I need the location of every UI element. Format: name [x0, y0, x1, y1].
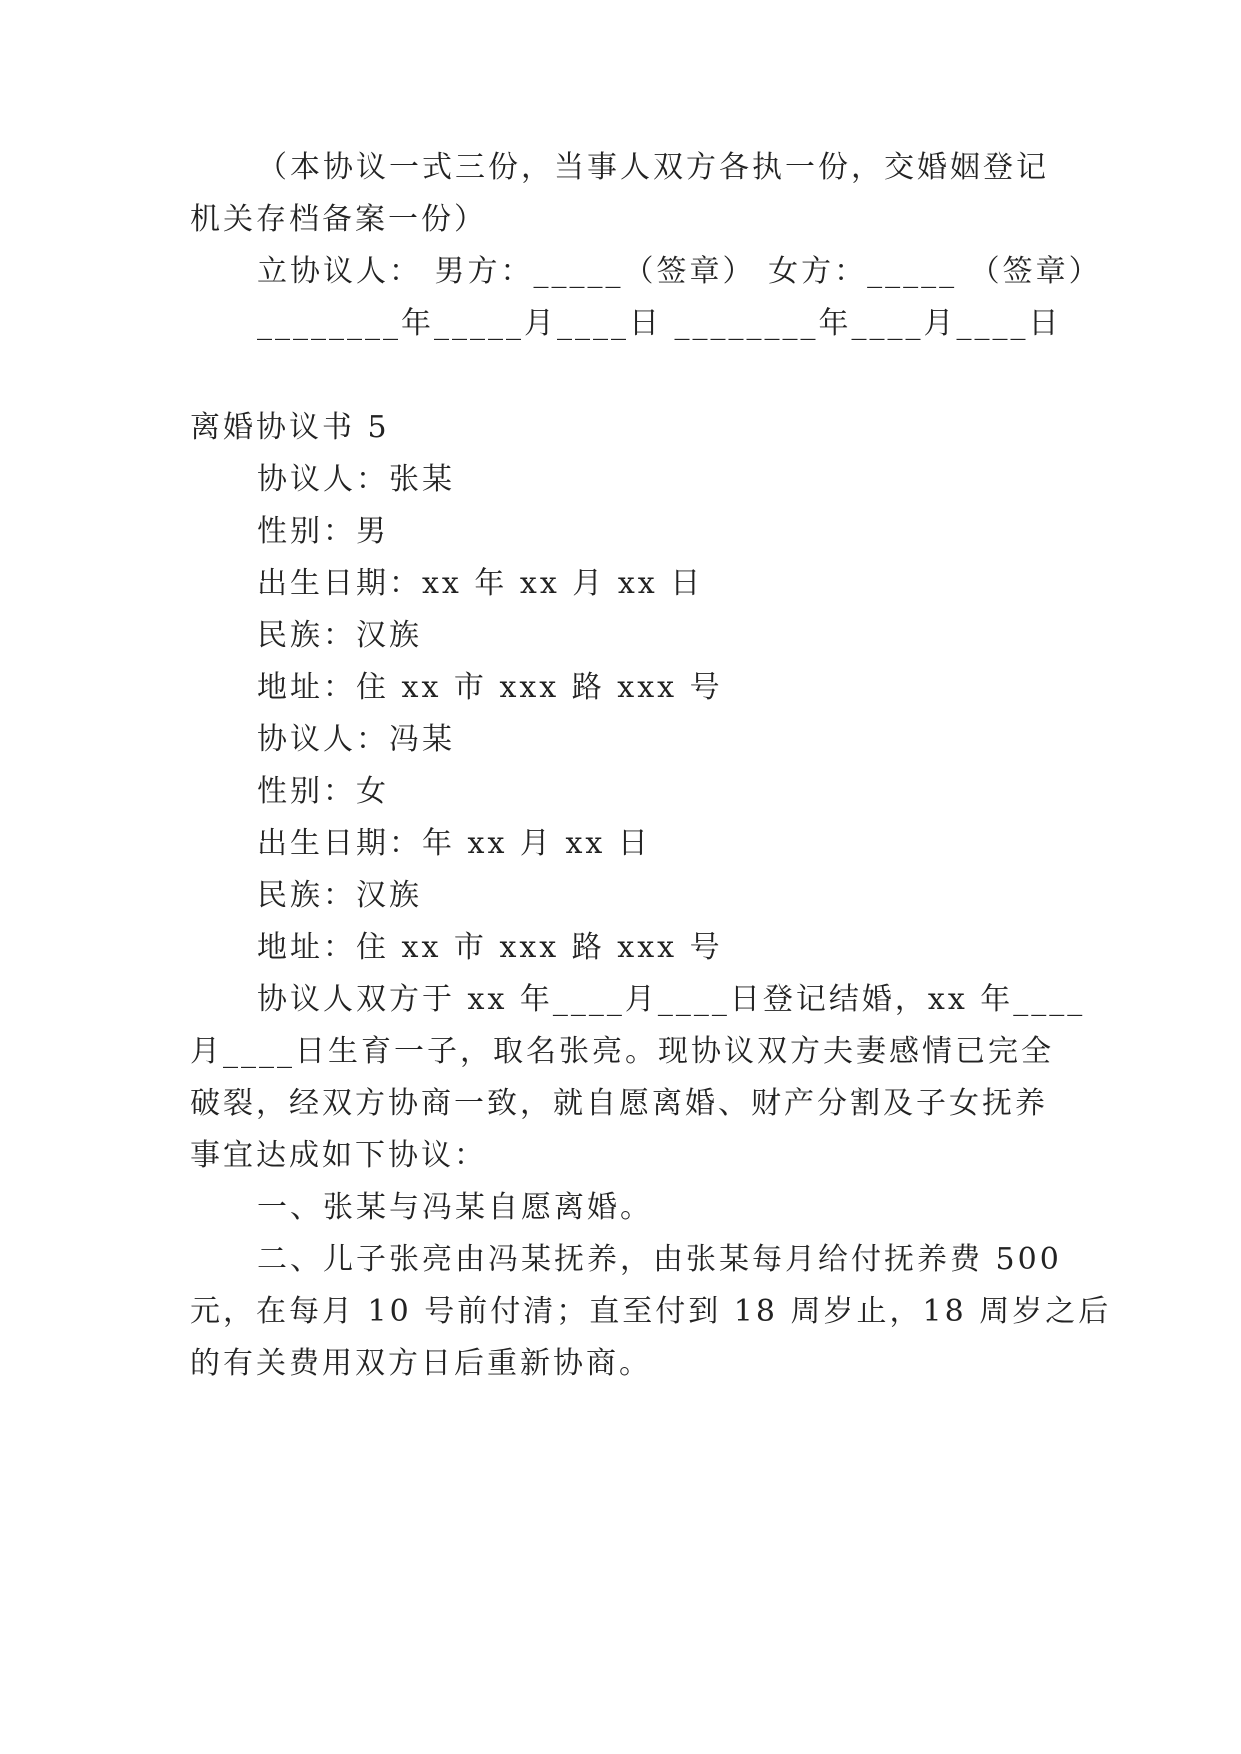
party-line: 民族：汉族: [257, 878, 422, 913]
body-line: 二、儿子张亮由冯某抚养，由张某每月给付抚养费 500: [257, 1242, 1062, 1277]
closing-line-copies: （本协议一式三份，当事人双方各执一份，交婚姻登记: [257, 150, 1049, 185]
signature-line: 立协议人： 男方：_____（签章） 女方：_____ （签章）: [257, 254, 1102, 289]
party-line: 协议人：冯某: [257, 722, 455, 757]
body-line: 一、张某与冯某自愿离婚。: [257, 1190, 653, 1225]
section-title: 离婚协议书 5: [190, 410, 390, 445]
party-line: 民族：汉族: [257, 618, 422, 653]
date-line: ________年_____月____日 ________年____月____日: [257, 306, 1062, 341]
body-line: 事宜达成如下协议：: [190, 1138, 487, 1173]
body-line: 破裂，经双方协商一致，就自愿离婚、财产分割及子女抚养: [190, 1086, 1048, 1121]
party-line: 性别：女: [257, 774, 389, 809]
party-line: 出生日期：年 xx 月 xx 日: [257, 826, 651, 861]
body-line: 的有关费用双方日后重新协商。: [190, 1346, 652, 1381]
party-line: 协议人：张某: [257, 462, 455, 497]
body-line: 元，在每月 10 号前付清；直至付到 18 周岁止，18 周岁之后: [190, 1294, 1112, 1329]
closing-line-archive: 机关存档备案一份）: [190, 202, 487, 237]
party-line: 地址：住 xx 市 xxx 路 xxx 号: [257, 670, 723, 705]
body-line: 月____日生育一子，取名张亮。现协议双方夫妻感情已完全: [190, 1034, 1054, 1069]
party-line: 性别：男: [257, 514, 389, 549]
party-line: 出生日期：xx 年 xx 月 xx 日: [257, 566, 704, 601]
party-line: 地址：住 xx 市 xxx 路 xxx 号: [257, 930, 723, 965]
body-line: 协议人双方于 xx 年____月____日登记结婚，xx 年____: [257, 982, 1086, 1017]
